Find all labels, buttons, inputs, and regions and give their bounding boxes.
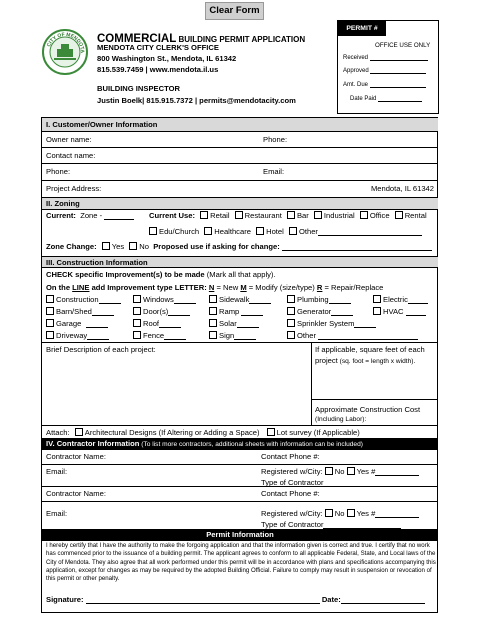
item-ramp[interactable]: Ramp xyxy=(209,307,263,316)
section-contractor-header: IV. Contractor Information (To list more contractors, additional sheets with information can be included) xyxy=(42,438,438,450)
phone-email-row[interactable] xyxy=(42,164,438,181)
construction-cost-label: Approximate Construction Cost xyxy=(315,405,421,414)
form-title: COMMERCIAL BUILDING PERMIT APPLICATION xyxy=(97,33,306,45)
owner-phone-label: Phone: xyxy=(263,135,288,144)
inspector-title: BUILDING INSPECTOR xyxy=(97,84,180,93)
contractor-1-email[interactable]: Email: xyxy=(46,467,68,476)
item-hvac[interactable]: HVAC xyxy=(373,307,426,316)
contractor-1-name-row[interactable] xyxy=(42,450,438,465)
office-address: 800 Washington St., Mendota, IL 61342 xyxy=(97,54,237,63)
section-zoning-header: II. Zoning xyxy=(42,198,438,210)
zone-change-row[interactable]: Zone Change: Yes No Proposed use if asking for change: xyxy=(46,242,432,251)
inspector-contact: Justin Boelk| 815.915.7372 | permits@mendotacity.com xyxy=(97,96,296,105)
item-other[interactable]: Other xyxy=(287,331,418,340)
contractor-2-email[interactable]: Email: xyxy=(46,509,68,518)
construction-cost-note: (Including Labor): xyxy=(315,416,367,423)
email-label: Email: xyxy=(263,167,285,176)
section-customer-header: I. Customer/Owner Information xyxy=(42,118,438,132)
contractor-2-phone-label: Contact Phone #: xyxy=(261,489,320,498)
project-city: Mendota, IL 61342 xyxy=(370,184,434,193)
item-solar[interactable]: Solar xyxy=(209,319,259,328)
owner-name-row[interactable] xyxy=(42,132,438,148)
received-field[interactable]: Received xyxy=(343,55,428,61)
item-plumbing[interactable]: Plumbing xyxy=(287,295,351,304)
improvement-grid[interactable] xyxy=(46,295,436,343)
owner-name-label: Owner name: xyxy=(46,135,92,144)
description-box[interactable] xyxy=(42,342,312,425)
current-use-row-1[interactable]: Current Use: Retail Restaurant Bar Industrial Office Rental xyxy=(149,211,427,220)
signature-row[interactable]: Signature: Date: xyxy=(46,595,425,604)
project-address-label: Project Address: xyxy=(46,184,102,193)
contractor-1-type[interactable]: Type of Contractor xyxy=(261,478,401,487)
certification-text: I hereby certify that I have the authority to make the forgoing application and that the information given is correct and true. I certify that no work has commenced prior to the issuance of a building permit. The applicant agrees to conform to all applicable Federal, State, and Local laws of the City of Mendota. They also agree that all work performed under this permit will be in accordance with plans and specifications accompanying this application, except for changes as may be required by the adopted Building Official. Failure to comply may result in suspension or revocation of this permit or other penalty. xyxy=(46,542,436,583)
permit-box xyxy=(337,20,439,114)
item-sign[interactable]: Sign xyxy=(209,331,256,340)
letter-instruction: On the LINE add Improvement type LETTER: N = New M = Modify (size/type) R = Repair/Replace xyxy=(46,283,384,292)
item-garage[interactable]: Garage xyxy=(46,319,108,328)
contractor-2-name-label: Contractor Name: xyxy=(46,489,106,498)
contractor-phone-label: Contact Phone #: xyxy=(261,452,320,461)
contractor-2-name-row[interactable] xyxy=(42,487,438,502)
permit-number-label: PERMIT # xyxy=(338,21,386,36)
item-driveway[interactable]: Driveway xyxy=(46,331,109,340)
contact-name-row[interactable] xyxy=(42,148,438,164)
construction-cost-box[interactable] xyxy=(312,400,438,425)
section-construction-header: III. Construction Information xyxy=(42,256,438,268)
item-sidewalk[interactable]: Sidewalk xyxy=(209,295,271,304)
item-sprinkler[interactable]: Sprinkler System xyxy=(287,319,376,328)
square-feet-label: If applicable, square feet of each xyxy=(315,345,425,354)
check-instruction: CHECK specific Improvement(s) to be made (Mark all that apply). xyxy=(46,270,276,279)
contact-name-label: Contact name: xyxy=(46,151,96,160)
square-feet-box[interactable] xyxy=(312,342,438,400)
item-electric[interactable]: Electric xyxy=(373,295,428,304)
approved-field[interactable]: Approved xyxy=(343,68,426,74)
clear-form-button[interactable]: Clear Form xyxy=(205,2,264,20)
contractor-1-registered[interactable]: Registered w/City: No Yes # xyxy=(261,467,419,476)
item-roof[interactable]: Roof xyxy=(133,319,181,328)
contact-phone-label: Phone: xyxy=(46,167,71,176)
project-address-row[interactable] xyxy=(42,181,438,198)
office-name: MENDOTA CITY CLERK'S OFFICE xyxy=(97,43,219,52)
item-construction[interactable]: Construction xyxy=(46,295,121,304)
amount-due-field[interactable]: Amt. Due xyxy=(343,82,426,88)
office-phone-web: 815.539.7459 | www.mendota.il.us xyxy=(97,65,219,74)
contractor-name-label: Contractor Name: xyxy=(46,452,106,461)
item-windows[interactable]: Windows xyxy=(133,295,196,304)
square-feet-label-2: project (sq. foot = length x width). xyxy=(315,356,416,365)
svg-text:CITY OF MENDOTA: CITY OF MENDOTA xyxy=(46,31,86,54)
item-doors[interactable]: Door(s) xyxy=(133,307,190,316)
contractor-2-type[interactable]: Type of Contractor xyxy=(261,520,401,529)
item-generator[interactable]: Generator xyxy=(287,307,353,316)
city-seal-logo xyxy=(42,29,88,75)
date-paid-field[interactable]: Date Paid xyxy=(350,96,422,102)
description-label: Brief Description of each project: xyxy=(46,345,156,354)
current-use-row-2[interactable]: Edu/Church Healthcare Hotel Other xyxy=(149,227,422,236)
contractor-2-registered[interactable]: Registered w/City: No Yes # xyxy=(261,509,419,518)
office-use-label: OFFICE USE ONLY xyxy=(375,42,431,49)
item-barn-shed[interactable]: Barn/Shed xyxy=(46,307,114,316)
permit-info-header: Permit Information xyxy=(42,529,438,541)
item-fence[interactable]: Fence xyxy=(133,331,186,340)
current-zone[interactable]: Current: Zone - xyxy=(46,211,134,220)
attach-row[interactable]: Attach: Architectural Designs (If Altering or Adding a Space) Lot survey (If Applicable) xyxy=(42,425,438,438)
